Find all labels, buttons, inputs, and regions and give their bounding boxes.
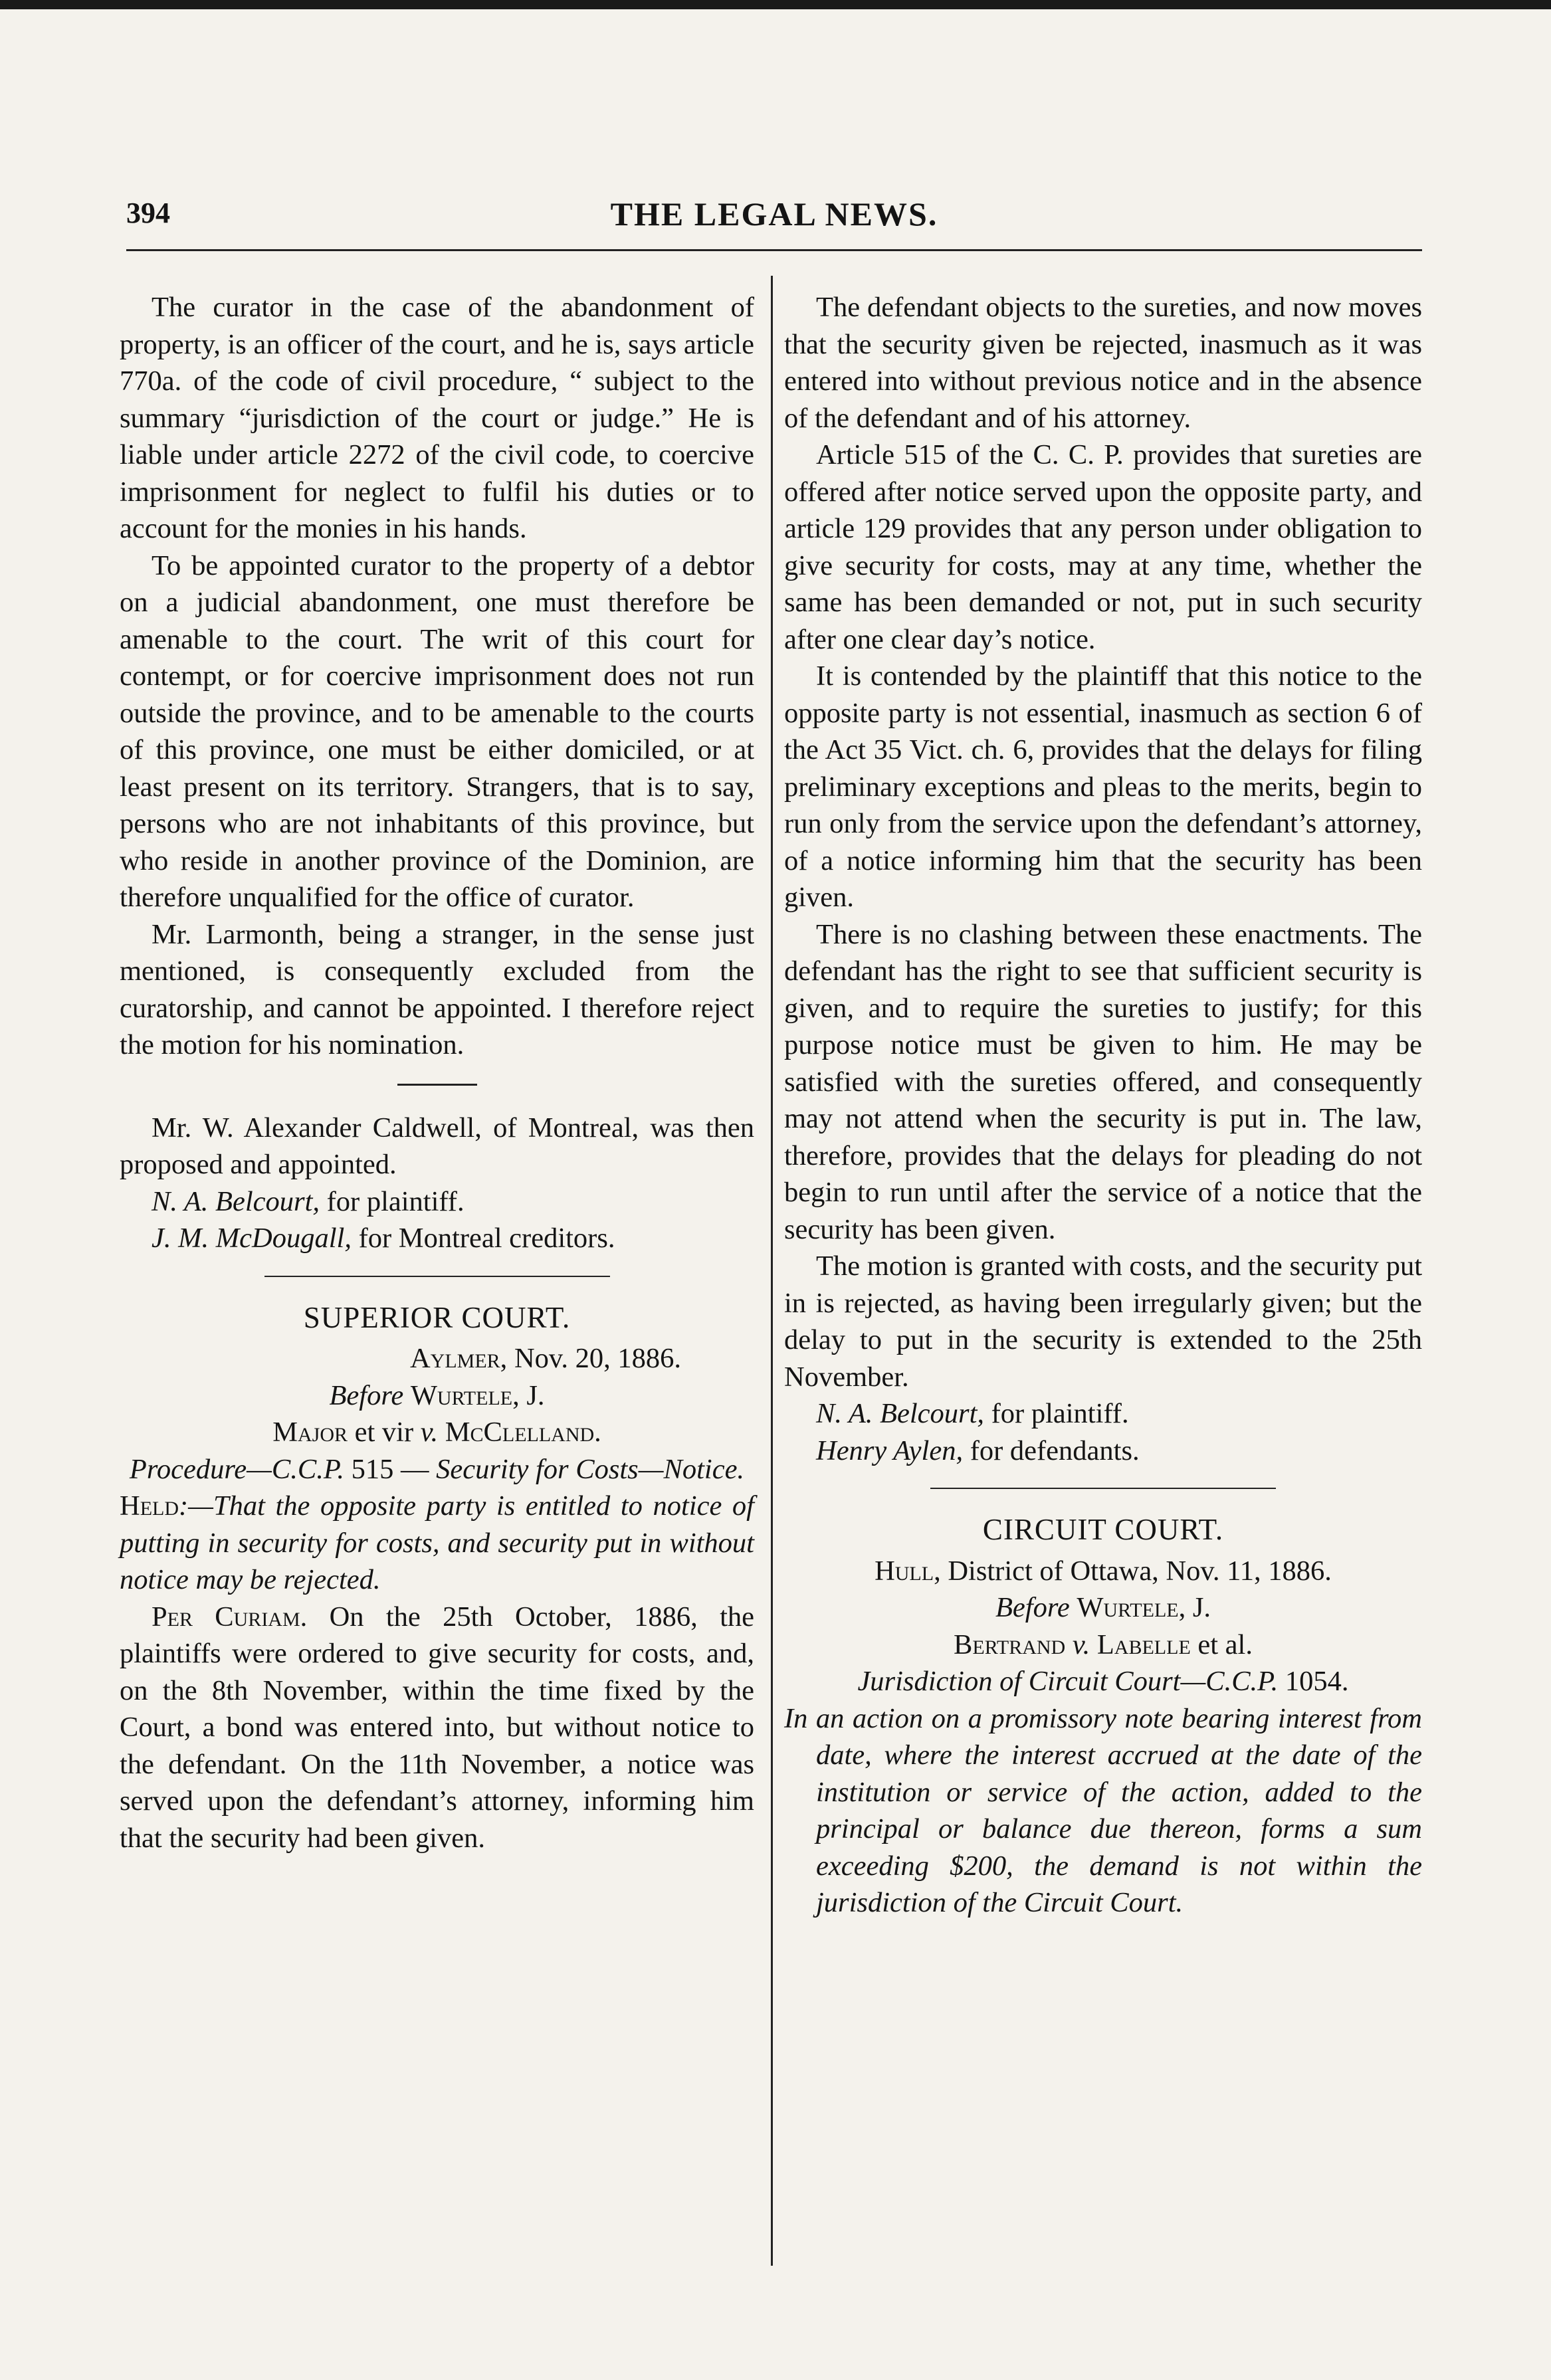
- counsel-name: Henry Aylen,: [816, 1435, 964, 1466]
- counsel-line: [120, 1220, 754, 1257]
- headnote: In an action on a promissory note bearing interest from date, where the interest accrued at the date of the institution or service of the action, added to the principal or balance due thereon, forms a sum exceeding $200, the demand is not within the jurisdiction of the Circuit Court.: [784, 1702, 1422, 1918]
- before-label: Before: [995, 1592, 1077, 1623]
- counsel-name: J. M. McDougall,: [152, 1223, 352, 1254]
- case-place-date: [120, 1340, 754, 1377]
- judge-line: [120, 1377, 754, 1415]
- party-connector: et vir: [348, 1417, 421, 1448]
- section-divider: [264, 1276, 610, 1277]
- held-text: :—That the opposite party is entitled to notice of putting in security for costs, and security put in without notice may be rejected.: [120, 1490, 754, 1595]
- paragraph: The defendant objects to the sureties, and now moves that the security given be rejected, inasmuch as it was entered into without previous notice and in the absence of the defendant and of his attorney.: [784, 292, 1422, 434]
- counsel-name: N. A. Belcourt,: [816, 1398, 985, 1429]
- paragraph: The motion is granted with costs, and the security put in is rejected, as having been irregularly given; but the delay to put in the security is extended to the 25th November.: [784, 1250, 1422, 1393]
- party-suffix: et al.: [1190, 1629, 1253, 1660]
- right-column: [784, 289, 1422, 1922]
- column-divider: [771, 276, 773, 2266]
- party: Major: [272, 1417, 348, 1448]
- page-number: 394: [126, 197, 170, 229]
- court-title: CIRCUIT COURT.: [982, 1513, 1224, 1546]
- left-column: [120, 289, 754, 1856]
- counsel-role: for plaintiff.: [320, 1185, 465, 1217]
- case-place-date: [784, 1553, 1422, 1590]
- counsel-line: [784, 1433, 1422, 1470]
- paragraph: The curator in the case of the abandonment of property, is an officer of the court, and he is, says article 770a. of the code of civil procedure, “ subject to the summary “jurisdiction of the court or judge.” He is liable under article 2272 of the civil code, to coercive imprisonment for neglect to fulfil his duties or to account for the monies in his hands.: [120, 292, 754, 544]
- per-curiam: Per Curiam.: [152, 1601, 308, 1633]
- page-header: [126, 189, 1422, 251]
- court-title: SUPERIOR COURT.: [303, 1300, 571, 1334]
- heading-subject: Procedure—C.C.P.: [129, 1453, 344, 1485]
- counsel-name: N. A. Belcourt,: [152, 1185, 320, 1217]
- heading-topic: Security for Costs—Notice.: [436, 1453, 745, 1485]
- party: McClelland.: [438, 1417, 601, 1448]
- heading-article: 515 —: [344, 1453, 437, 1485]
- paragraph: Article 515 of the C. C. P. provides that sureties are offered after notice served upon the opposite party, and article 129 provides that any person under obligation to give security for costs, may at any time, whether the same has been demanded or not, put in such security after one clear day’s notice.: [784, 439, 1422, 655]
- judge-line: [784, 1589, 1422, 1627]
- judge-suffix: , J.: [512, 1379, 545, 1411]
- counsel-role: for defendants.: [963, 1435, 1140, 1466]
- before-label: Before: [329, 1379, 411, 1411]
- section-divider: [930, 1488, 1276, 1489]
- case-parties: [784, 1627, 1422, 1664]
- judge-name: Wurtele: [1077, 1592, 1179, 1623]
- held-headnote: [120, 1488, 754, 1599]
- case-heading: [784, 1663, 1422, 1700]
- counsel-line: [784, 1395, 1422, 1433]
- case-heading: [120, 1451, 754, 1488]
- judgment-text: On the 25th October, 1886, the plaintiffs were ordered to give security for costs, and, on the 8th November, within the time fixed by the Court, a bond was entered into, but without notice to the defendant. On the 11th November, a notice was served upon the defendant’s attorney, informing him that the security had been given.: [120, 1601, 754, 1854]
- paragraph: It is contended by the plaintiff that this notice to the opposite party is not essential, inasmuch as section 6 of the Act 35 Vict. ch. 6, provides that the delays for filing preliminary exceptions and pleas to the merits, begin to run only from the service upon the defendant’s attorney, of a notice informing him that the security has been given.: [784, 660, 1422, 913]
- counsel-role: for Montreal creditors.: [351, 1223, 615, 1254]
- running-title: THE LEGAL NEWS.: [610, 195, 938, 233]
- paragraph: To be appointed curator to the property of a debtor on a judicial abandonment, one must therefore be amenable to the court. The writ of this court for contempt, or for coercive imprisonment does not run outside the province, and to be amenable to the courts of this province, one must be either domiciled, or at least present on its territory. Strangers, that is to say, persons who are not inhabitants of this province, but who reside in another province of the Dominion, are therefore unqualified for the office of curator.: [120, 549, 754, 913]
- versus: v.: [1065, 1629, 1097, 1660]
- paragraph: Mr. W. Alexander Caldwell, of Montreal, was then proposed and appointed.: [120, 1112, 754, 1180]
- paragraph: There is no clashing between these enactments. The defendant has the right to see that sufficient security is given, and to require the sureties to justify; for this purpose notice must be given to him. He may be satisfied with the sureties offered, and consequently may not attend when the security is put in. The law, therefore, provides that the delays for pleading do not begin to run until after the service of a notice that the security has been given.: [784, 918, 1422, 1245]
- scan-edge: [0, 0, 1551, 9]
- judge-name: Wurtele: [410, 1379, 513, 1411]
- versus: v.: [420, 1417, 439, 1448]
- heading-article: 1054.: [1278, 1666, 1349, 1697]
- case-parties: [120, 1414, 754, 1451]
- party: Bertrand: [954, 1629, 1066, 1660]
- counsel-role: for plaintiff.: [984, 1398, 1129, 1429]
- place: Hull,: [875, 1555, 941, 1587]
- heading-subject: Jurisdiction of Circuit Court—C.C.P.: [857, 1666, 1279, 1697]
- judge-suffix: , J.: [1178, 1592, 1211, 1623]
- date: Nov. 20, 1886.: [507, 1343, 681, 1374]
- held-label: Held: [120, 1490, 179, 1522]
- date: District of Ottawa, Nov. 11, 1886.: [940, 1555, 1332, 1587]
- place: Aylmer,: [409, 1343, 508, 1374]
- section-divider: [397, 1084, 477, 1086]
- judgment-paragraph: [120, 1599, 754, 1857]
- paragraph: Mr. Larmonth, being a stranger, in the sense just mentioned, is consequently excluded from the curatorship, and cannot be appointed. I therefore reject the motion for his nomination.: [120, 918, 754, 1060]
- party: Labelle: [1096, 1629, 1191, 1660]
- counsel-line: [120, 1183, 754, 1221]
